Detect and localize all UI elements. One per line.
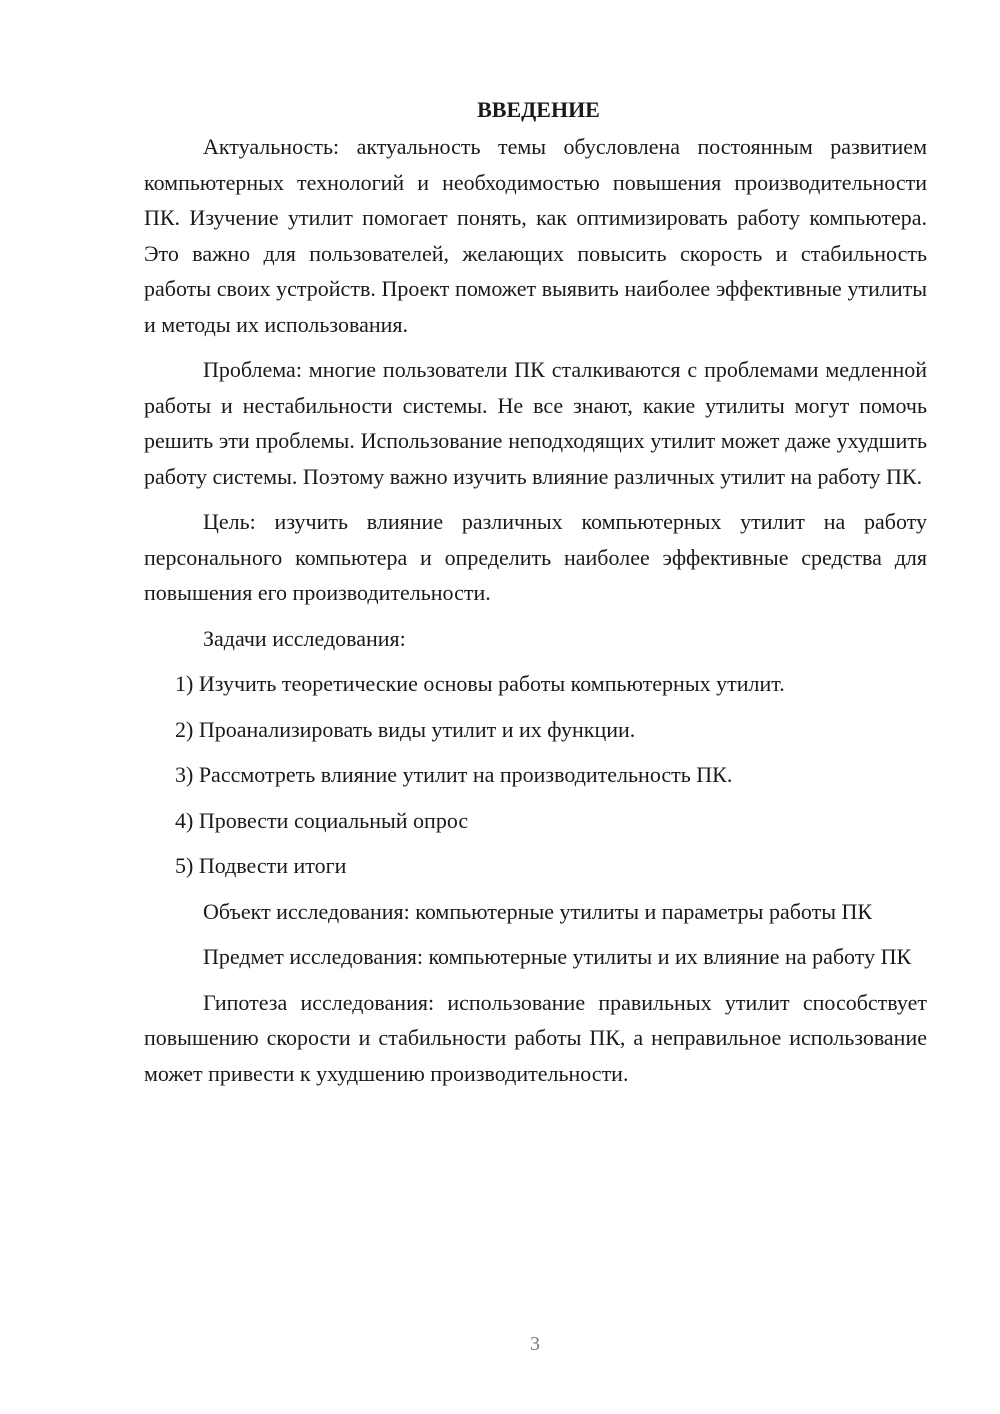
page-title: ВВЕДЕНИЕ — [477, 97, 600, 122]
object-paragraph: Объект исследования: компьютерные утилиты и параметры работы ПК — [203, 898, 873, 924]
list-item: 1) Изучить теоретические основы работы компьютерных утилит. — [175, 671, 785, 696]
document-page — [144, 92, 927, 1101]
relevance-paragraph: Актуальность: актуальность темы обусловлена постоянным развитием компьютерных технологий и необходимостью повышения производительности ПК. Изучение утилит помогает понять, как оптимизировать работу компьютера. Это важно для пользователей, желающих повысить скорость и стабильность работы своих устройств. Проект поможет выявить наиболее эффективные утилиты и методы их использования. — [144, 134, 927, 337]
list-item: 5) Подвести итоги — [175, 853, 347, 878]
hypothesis-paragraph: Гипотеза исследования: использование правильных утилит способствует повышению скорости и стабильности работы ПК, а неправильное использование может привести к ухудшению производительности. — [144, 989, 927, 1086]
tasks-list — [144, 666, 927, 884]
page-number: 3 — [530, 1333, 540, 1355]
list-item: 2) Проанализировать виды утилит и их функции. — [175, 716, 636, 742]
list-item: 4) Провести социальный опрос — [175, 807, 469, 833]
subject-paragraph: Предмет исследования: компьютерные утилиты и их влияние на работу ПК — [203, 944, 912, 969]
goal-paragraph: Цель: изучить влияние различных компьютерных утилит на работу персонального компьютера и определить наиболее эффективные средства для повышения его производительности. — [144, 509, 927, 605]
tasks-title: Задачи исследования: — [203, 625, 406, 651]
list-item: 3) Рассмотреть влияние утилит на производительность ПК. — [175, 762, 733, 787]
problem-paragraph: Проблема: многие пользователи ПК сталкиваются с проблемами медленной работы и нестабильности системы. Не все знают, какие утилиты могут помочь решить эти проблемы. Использование неподходящих утилит может даже ухудшить работу системы. Поэтому важно изучить влияние различных утилит на работу ПК. — [144, 357, 927, 489]
